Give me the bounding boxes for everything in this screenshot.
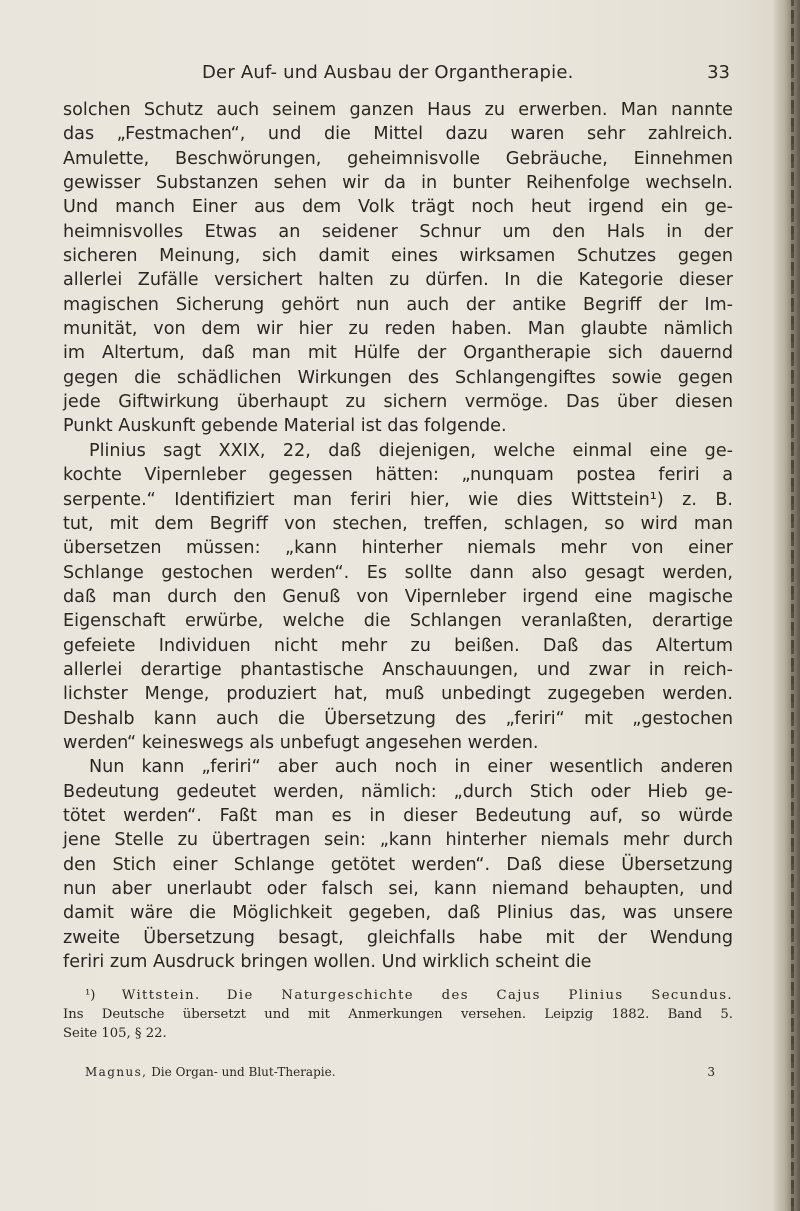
footnote-title: Die Naturgeschichte des Cajus Plinius Secundus. <box>226 988 733 1003</box>
text-line: zweite Übersetzung besagt, gleichfalls habe mit der Wendung <box>63 927 733 948</box>
signature-author: Magnus, <box>85 1065 148 1079</box>
text-line: Eigenschaft erwürbe, welche die Schlangen veranlaßten, derartige <box>63 611 733 632</box>
text-line: lichster Menge, produziert hat, muß unbedingt zugegeben werden. <box>63 684 733 705</box>
text-line: heimnisvolles Etwas an seidener Schnur um den Hals in der <box>63 221 733 242</box>
text-line: Plinius sagt XXIX, 22, daß diejenigen, welche einmal eine ge- <box>89 440 733 461</box>
text-line: Schlange gestochen werden“. Es sollte dann also gesagt werden, <box>63 562 733 583</box>
text-line: gefeiete Individuen nicht mehr zu beißen. Daß das Altertum <box>63 635 733 656</box>
text-line: jede Giftwirkung überhaupt zu sichern vermöge. Das über diesen <box>63 392 733 413</box>
text-line: Deshalb kann auch die Übersetzung des „feriri“ mit „gestochen <box>63 708 733 729</box>
text-line: im Altertum, daß man mit Hülfe der Organtherapie sich dauernd <box>63 343 733 364</box>
body-text <box>63 98 733 974</box>
signature-line <box>85 1065 725 1079</box>
text-line: daß man durch den Genuß von Vipernleber irgend eine magische <box>63 586 733 607</box>
text-line: werden“ keineswegs als unbefugt angesehen werden. <box>63 732 539 753</box>
footnote-author: Wittstein. <box>121 988 201 1003</box>
signature-mark: 3 <box>707 1065 715 1079</box>
running-title: Der Auf- und Ausbau der Organtherapie. <box>202 62 574 83</box>
text-line: allerlei Zufälle versichert halten zu dürfen. In die Kategorie dieser <box>63 270 733 291</box>
text-line: damit wäre die Möglichkeit gegeben, daß Plinius das, was unsere <box>63 903 733 924</box>
text-line: gewisser Substanzen sehen wir da in bunter Reihenfolge wechseln. <box>63 173 733 194</box>
text-line: serpente.“ Identifiziert man feriri hier, wie dies Wittstein¹) z. B. <box>63 489 733 510</box>
text-line: kochte Vipernleber gegessen hätten: „nunquam postea feriri a <box>63 465 733 486</box>
text-line: jene Stelle zu übertragen sein: „kann hinterher niemals mehr durch <box>63 830 733 851</box>
text-line: feriri zum Ausdruck bringen wollen. Und wirklich scheint die <box>63 952 592 973</box>
text-line: das „Festmachen“, und die Mittel dazu waren sehr zahlreich. <box>63 124 733 145</box>
text-line: den Stich einer Schlange getötet werden“. Daß diese Übersetzung <box>63 854 733 875</box>
text-line: Amulette, Beschwörungen, geheimnisvolle Gebräuche, Einnehmen <box>63 148 733 169</box>
footnote-marker: ¹) <box>85 988 96 1003</box>
page-edge-shadow <box>774 0 800 1211</box>
text-line: Punkt Auskunft gebende Material ist das folgende. <box>63 416 507 437</box>
footnote-line-3: Seite 105, § 22. <box>63 1026 167 1041</box>
text-line: munität, von dem wir hier zu reden haben. Man glaubte nämlich <box>63 319 733 340</box>
text-line: magischen Sicherung gehört nun auch der antike Begriff der Im- <box>63 294 733 315</box>
footnote <box>63 986 733 1043</box>
text-line: nun aber unerlaubt oder falsch sei, kann niemand behaupten, und <box>63 879 733 899</box>
footnote-line-1 <box>63 986 733 1005</box>
text-line: sicheren Meinung, sich damit eines wirksamen Schutzes gegen <box>63 246 733 267</box>
footnote-line-2: Ins Deutsche übersetzt und mit Anmerkungen versehen. Leipzig 1882. Band 5. <box>63 1007 733 1022</box>
text-line: tötet werden“. Faßt man es in dieser Bedeutung auf, so würde <box>63 805 733 826</box>
text-line: Und manch Einer aus dem Volk trägt noch heut irgend ein ge- <box>63 197 733 218</box>
text-line: allerlei derartige phantastische Anschauungen, und zwar in reich- <box>63 659 733 680</box>
running-header <box>90 62 740 86</box>
binding-edge <box>791 0 794 1211</box>
text-line: tut, mit dem Begriff von stechen, treffen, schlagen, so wird man <box>63 513 733 534</box>
signature-title: Die Organ- und Blut-Therapie. <box>151 1065 336 1079</box>
text-line: gegen die schädlichen Wirkungen des Schlangengiftes sowie gegen <box>63 367 733 388</box>
text-line: Bedeutung gedeutet werden, nämlich: „durch Stich oder Hieb ge- <box>63 781 733 802</box>
text-line: solchen Schutz auch seinem ganzen Haus zu erwerben. Man nannte <box>63 100 733 120</box>
text-line: übersetzen müssen: „kann hinterher niemals mehr von einer <box>63 538 733 559</box>
text-line: Nun kann „feriri“ aber auch noch in einer wesentlich anderen <box>89 757 733 778</box>
page-number: 33 <box>707 62 730 83</box>
